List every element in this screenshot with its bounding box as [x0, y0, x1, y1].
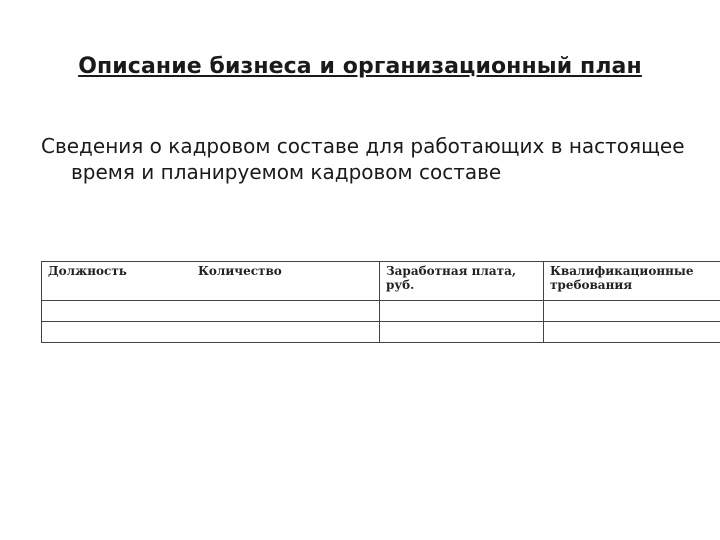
table-header-row [42, 262, 720, 301]
table-row [42, 322, 720, 343]
table-cell [544, 322, 720, 343]
header-quantity: Количество [198, 264, 282, 278]
table-cell [544, 301, 720, 322]
table-cell [42, 301, 380, 322]
staff-table [41, 261, 720, 343]
table-cell [380, 322, 544, 343]
slide-body-text: Сведения о кадровом составе для работающих в настоящее время и планируемом кадровом составе [41, 134, 685, 184]
header-position: Должность [48, 264, 127, 278]
header-qualification: Квалификационные требования [544, 262, 720, 301]
table-cell [42, 322, 380, 343]
header-salary: Заработная плата, руб. [380, 262, 544, 301]
table-row [42, 301, 720, 322]
slide-title: Описание бизнеса и организационный план [78, 54, 642, 79]
table-cell [380, 301, 544, 322]
header-position-quantity-cell [42, 262, 380, 301]
